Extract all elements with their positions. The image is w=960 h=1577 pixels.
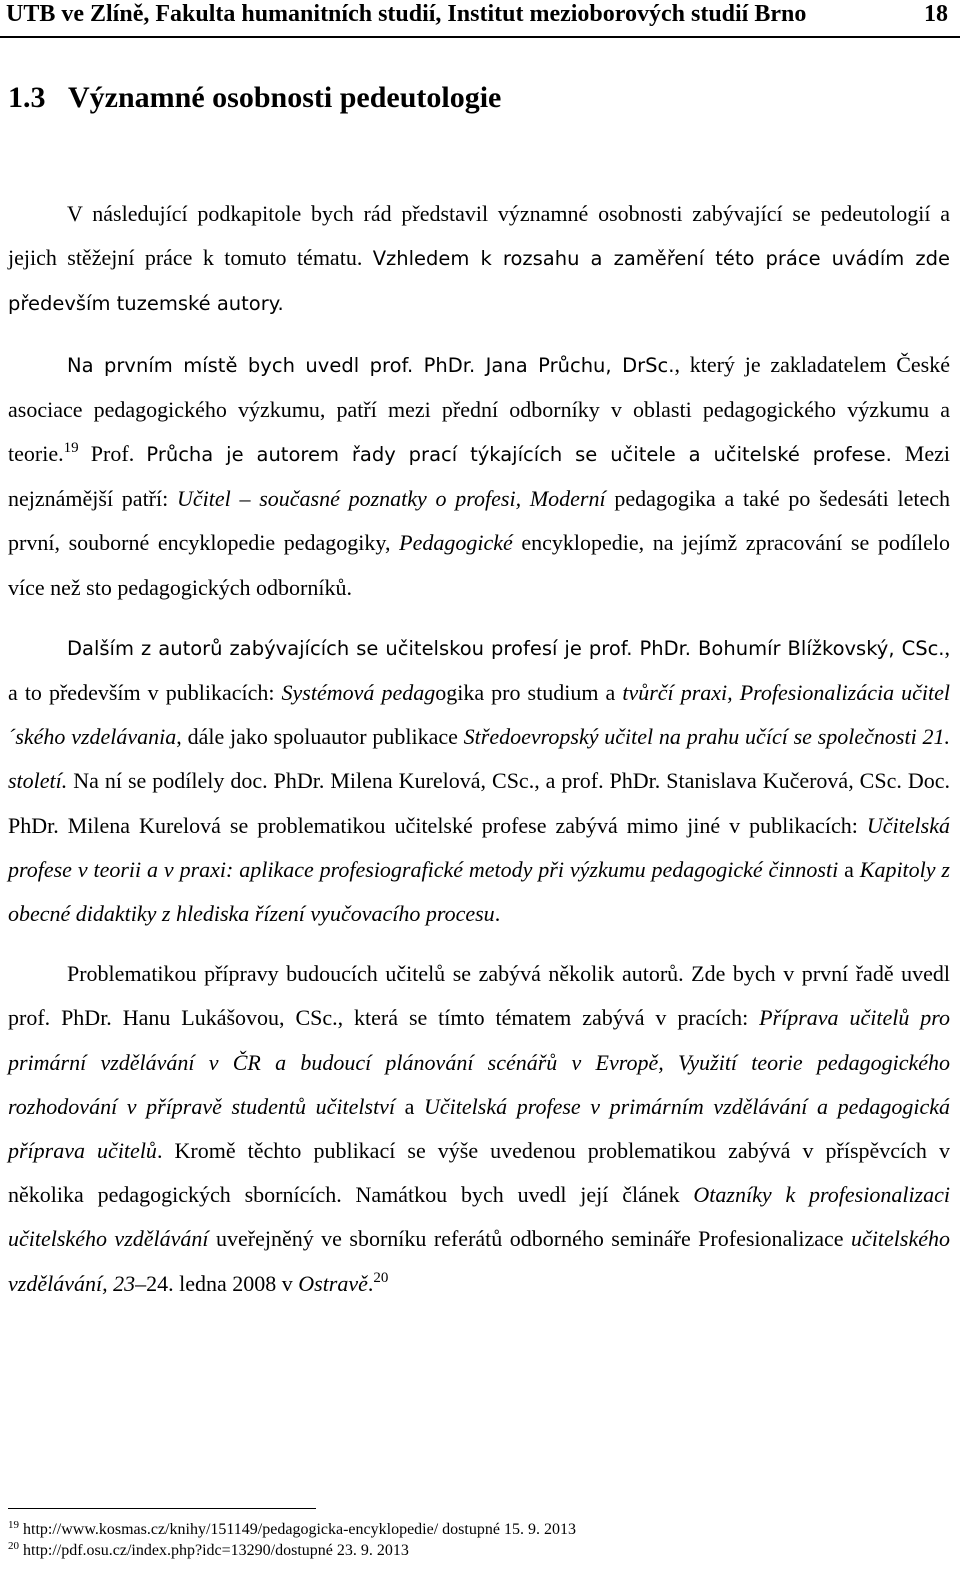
text-run: . Kromě těchto publikací se výše uvedenou problematikou zabývá v příspěvcích v několika pedagogických sbornících. Namátkou bych uvedl její článek: [8, 1138, 950, 1208]
book-title: tvůrčí praxi, Profesionalizácia učitel´ského vzdelávania: [8, 680, 951, 750]
footnote-rule: [8, 1508, 316, 1509]
text-run-sans: Průcha je autorem řady prací týkajících se učitele a učitelské profese.: [146, 443, 905, 467]
text-run: encyklopedie, na jejímž zpracování se podílelo více než sto pedagogických odborníků.: [8, 530, 950, 600]
footnote-text: http://pdf.osu.cz/index.php?idc=13290/dostupné 23. 9. 2013: [23, 1542, 409, 1559]
header-title: UTB ve Zlíně, Fakulta humanitních studií, Institut mezioborových studií Brno: [6, 1, 807, 27]
text-run-sans: Vzhledem k rozsahu a zaměření této práce uvádím zde především tuzemské autory.: [8, 247, 950, 316]
text-run: .: [494, 901, 501, 927]
footnote-number: 20: [8, 1540, 19, 1552]
text-run: .: [367, 1270, 374, 1296]
footnote-ref: 20: [373, 1269, 389, 1286]
book-title: Středoevropský učitel na prahu učící se společnosti 21. století.: [8, 724, 951, 794]
book-title: Učitel – současné poznatky o profesi, Moderní: [176, 486, 606, 512]
footnote: [8, 1519, 950, 1540]
text-run: Milena Kurelová, CSc., a prof. PhDr. Stanislava Kučerová, CSc. Doc. PhDr. Milena Kurelová se problematikou učitelské profese zabývá mimo jiné v publikacích:: [8, 768, 950, 838]
paragraph-2: [8, 343, 950, 610]
footnote-ref: 19: [63, 440, 79, 457]
section-number: 1.3: [8, 81, 46, 114]
text-run: Prof.: [78, 441, 147, 467]
text-run: a: [838, 856, 860, 882]
text-run-sans: Na prvním místě bych uvedl prof. PhDr. Jana Průchu, DrSc.: [67, 353, 675, 377]
footnote-text: http://www.kosmas.cz/knihy/151149/pedagogicka-encyklopedie/ dostupné 15. 9. 2013: [23, 1521, 576, 1538]
book-title: Příprava učitelů pro primární vzdělávání v ČR a budoucí plánování scénářů v Evropě, Využití teorie pedagogického rozhodování v přípravě studentů učitelství: [8, 1005, 950, 1119]
body-text: [8, 192, 950, 1322]
text-run: Problematikou přípravy budoucích učitelů se zabývá několik autorů. Zde bych v první řadě uvedl prof. PhDr. Hanu Lukášovou, CSc., která se tímto tématem zabývá v pracích:: [8, 961, 950, 1031]
footnote-number: 19: [8, 1519, 19, 1531]
text-run: pedagogika a také po šedesáti letech první, souborné encyklopedie pedagogiky,: [8, 486, 950, 556]
paragraph-4: [8, 952, 950, 1306]
text-run: , dále jako spoluautor publikace: [176, 724, 464, 750]
text-run: a: [395, 1093, 425, 1119]
text-run: Na ní se podílely doc. PhDr.: [67, 768, 331, 794]
text-run-sans: Dalším z autorů zabývajících se učitelskou profesí je prof. PhDr. Bohumír Blížkovský, CSc.: [67, 636, 945, 660]
book-title: Kapitoly z obecné didaktiky z hlediska řízení vyučovacího procesu: [8, 856, 950, 927]
text-run: , a to především v publikacích:: [8, 634, 950, 706]
header-rule: [0, 36, 960, 38]
paragraph-1: [8, 192, 950, 327]
footnote: [8, 1540, 950, 1561]
book-title: Pedagogické: [399, 530, 513, 556]
text-run: , který je zakladatelem České asociace pedagogického výzkumu, patří mezi přední odborníky v oblasti pedagogického výzkumu a teorie.: [8, 351, 950, 467]
page-number: 18: [924, 1, 948, 27]
book-title: Učitelská profese v teorii a v praxi: aplikace profesiografické metody při výzkumu pedagogické činnosti: [8, 812, 950, 882]
text-run: Mezi nejznámější patří:: [8, 441, 950, 512]
running-header: [0, 0, 960, 44]
text-run: uveřejněný ve sborníku referátů odborného semináře Profesionalizace: [208, 1226, 852, 1252]
text-run: V následující podkapitole bych rád představil významné osobnosti zabývající se pedeutologií a jejich stěžejní práce k tomuto tématu.: [8, 201, 950, 271]
paragraph-3: [8, 626, 950, 936]
text-run: –24. ledna 2008 v: [135, 1270, 299, 1296]
footnotes: [8, 1519, 950, 1561]
text-run: ogika pro studium a: [435, 680, 623, 706]
section-heading: [8, 80, 501, 116]
section-title: Významné osobnosti pedeutologie: [68, 81, 502, 114]
event-title: učitelského vzdělávání, 23: [8, 1226, 950, 1296]
place-name: Ostravě: [298, 1270, 368, 1296]
article-title: Otazníky k profesionalizaci učitelského vzdělávání: [8, 1182, 950, 1252]
book-title: Systémová pedag: [281, 680, 436, 706]
book-title: Učitelská profese v primárním vzdělávání a pedagogická příprava učitelů: [8, 1093, 951, 1164]
